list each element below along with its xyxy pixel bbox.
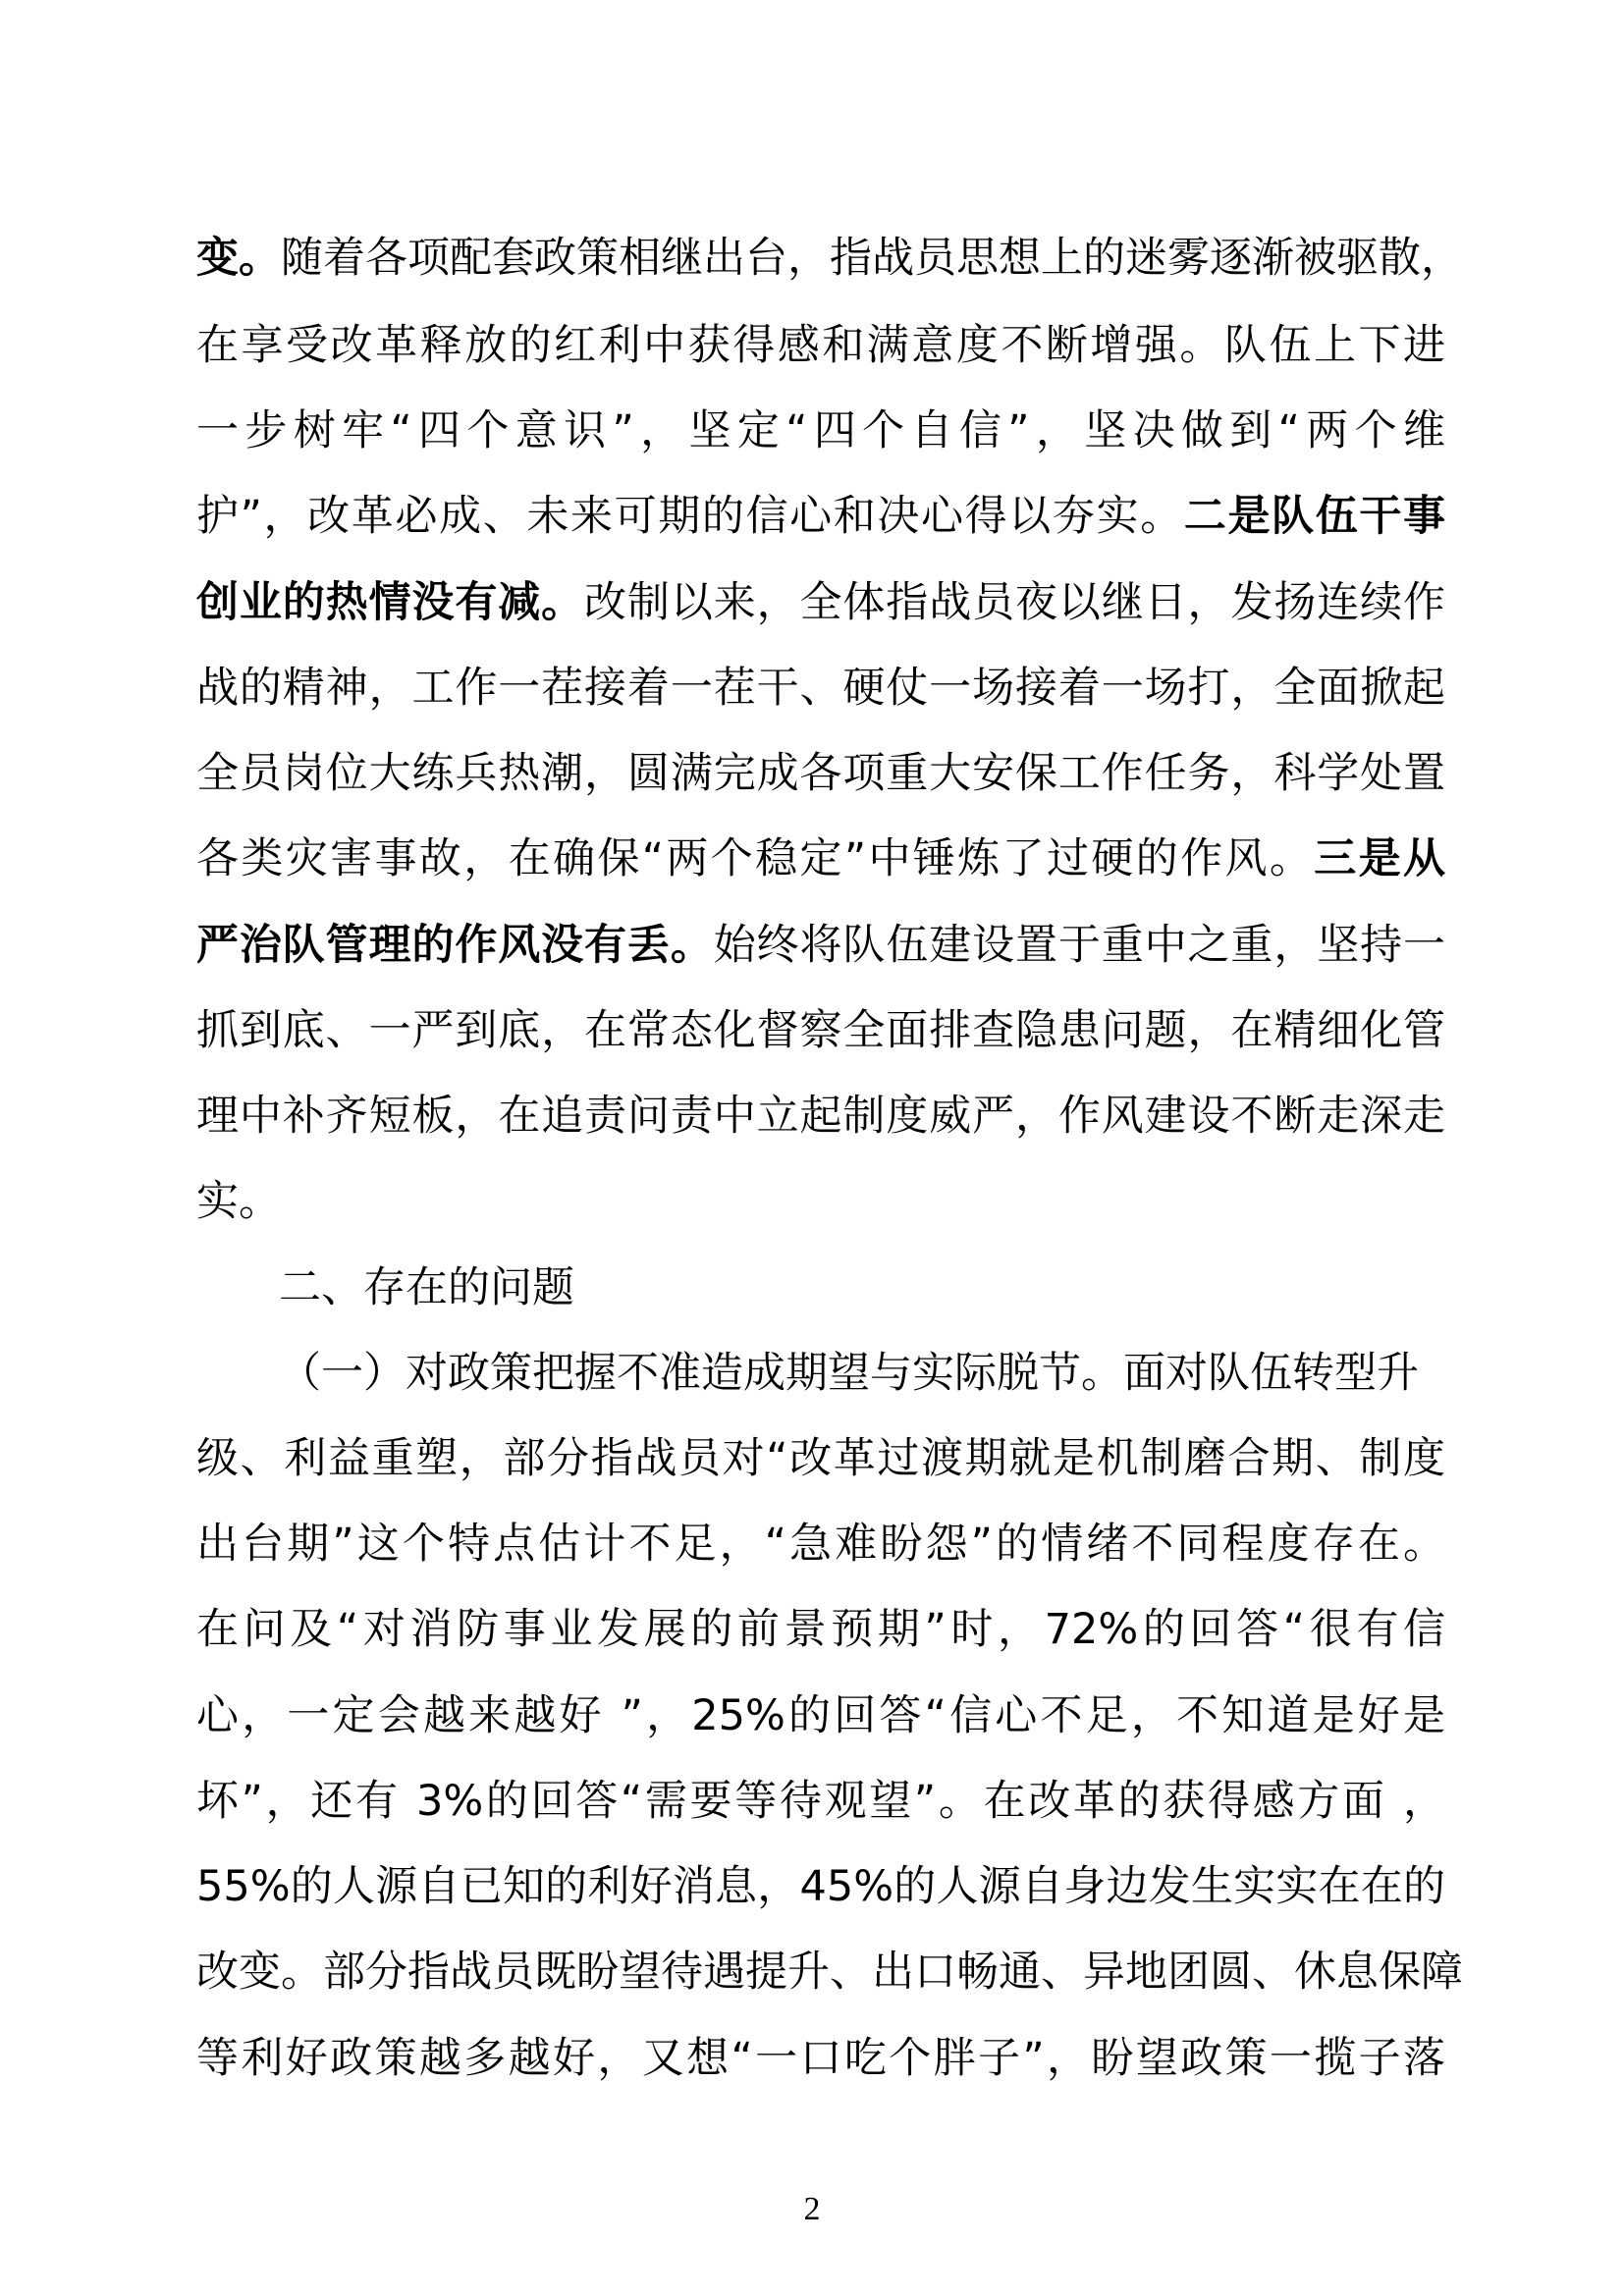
text-line xyxy=(196,664,1445,713)
text-line xyxy=(196,234,1463,283)
text-run: 出台期”这个特点估计不足，“急难盼怨”的情绪不同程度存在。 xyxy=(196,1520,1445,1569)
text-line xyxy=(196,1605,1445,1654)
text-run: 心，一定会越来越好 ”，25%的回答“信心不足，不知道是好是 xyxy=(196,1691,1445,1740)
text-run: 理中补齐短板，在追责问责中立起制度威严，作风建设不断走深走 xyxy=(196,1092,1445,1141)
text-run: 抓到底、一严到底，在常态化督察全面排查隐患问题，在精细化管 xyxy=(196,1006,1445,1055)
page-number: 2 xyxy=(803,2191,821,2227)
text-run: 各类灾害事故，在确保“两个稳定”中锤炼了过硬的作风。 xyxy=(196,834,1315,883)
text-line xyxy=(196,406,1445,455)
bold-lead-phrase: 变。 xyxy=(196,234,281,283)
text-line xyxy=(196,2034,1445,2083)
text-line xyxy=(196,1948,1463,1997)
bold-lead-phrase: 严治队管理的作风没有丢。 xyxy=(196,921,714,970)
text-run: 实。 xyxy=(196,1177,281,1226)
text-line xyxy=(196,921,1445,970)
text-line xyxy=(196,749,1445,798)
bold-lead-phrase: 创业的热情没有减。 xyxy=(196,578,585,627)
text-line xyxy=(196,1862,1445,1911)
text-run: 级、利益重塑，部分指战员对“改革过渡期就是机制磨合期、制度 xyxy=(196,1434,1445,1483)
text-run: 改变。部分指战员既盼望待遇提升、出口畅通、异地团圆、休息保障 xyxy=(196,1948,1463,1997)
text-line xyxy=(196,1691,1445,1740)
text-run: 护”，改革必成、未来可期的信心和决心得以夯实。 xyxy=(196,492,1184,541)
text-line xyxy=(196,1177,1445,1226)
text-line xyxy=(196,321,1445,370)
bold-lead-phrase: 二是队伍干事 xyxy=(1183,492,1446,541)
text-line xyxy=(196,492,1445,541)
text-run: 随着各项配套政策相继出台，指战员思想上的迷雾逐渐被驱散， xyxy=(281,234,1463,283)
text-line xyxy=(196,1434,1445,1483)
text-run: 等利好政策越多越好，又想“一口吃个胖子”，盼望政策一揽子落 xyxy=(196,2034,1445,2083)
text-line xyxy=(196,578,1445,627)
text-run: 始终将队伍建设置于重中之重，坚持一 xyxy=(713,921,1446,970)
text-run: 一步树牢“四个意识”，坚定“四个自信”，坚决做到“两个维 xyxy=(196,406,1445,455)
text-line xyxy=(196,1006,1445,1055)
text-run: 55%的人源自已知的利好消息，45%的人源自身边发生实实在在的 xyxy=(196,1862,1445,1911)
text-run: 全员岗位大练兵热潮，圆满完成各项重大安保工作任务，科学处置 xyxy=(196,749,1445,798)
text-run: 战的精神，工作一茬接着一茬干、硬仗一场接着一场打，全面掀起 xyxy=(196,664,1445,713)
text-line xyxy=(196,834,1445,883)
text-run: 坏”，还有 3%的回答“需要等待观望”。在改革的获得感方面 ， xyxy=(196,1777,1445,1826)
text-run: 二、存在的问题 xyxy=(279,1263,574,1312)
text-run: 改制以来，全体指战员夜以继日，发扬连续作 xyxy=(584,578,1446,627)
bold-lead-phrase: 三是从 xyxy=(1314,834,1445,883)
section-heading xyxy=(279,1263,1445,1312)
text-run: （一）对政策把握不准造成期望与实际脱节。面对队伍转型升 xyxy=(279,1349,1419,1398)
text-line xyxy=(196,1092,1445,1141)
text-run: 在问及“对消防事业发展的前景预期”时，72%的回答“很有信 xyxy=(196,1605,1445,1654)
text-run: 在享受改革释放的红利中获得感和满意度不断增强。队伍上下进 xyxy=(196,321,1445,370)
text-line xyxy=(196,1520,1445,1569)
text-line xyxy=(279,1349,1445,1398)
text-line xyxy=(196,1777,1445,1826)
